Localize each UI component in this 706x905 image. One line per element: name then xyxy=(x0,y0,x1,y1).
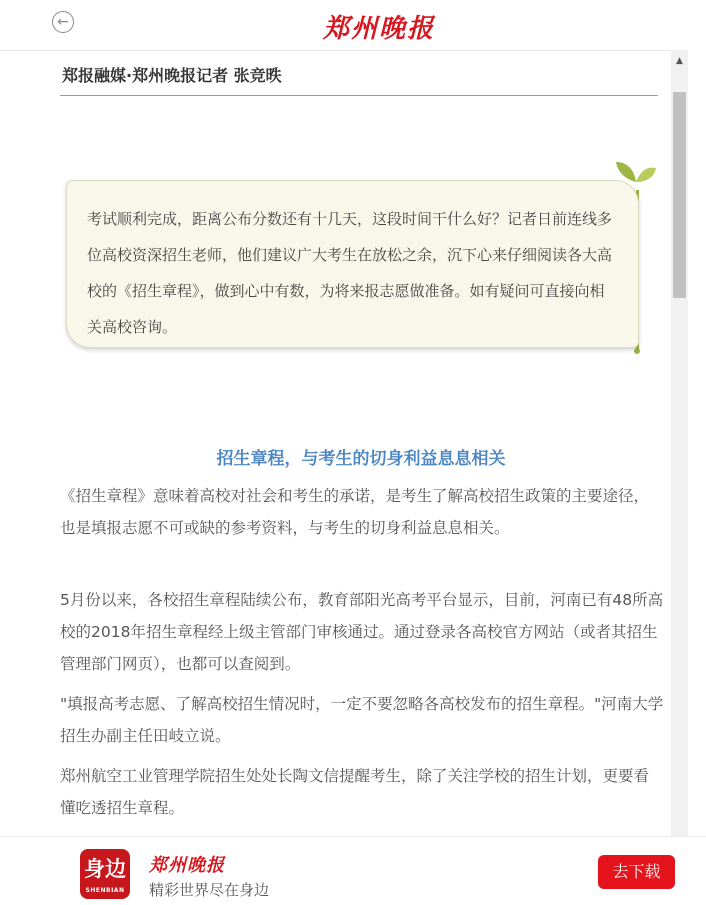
vine-end-dot xyxy=(634,348,640,354)
footer-newspaper-logo: 郑州晚报 xyxy=(149,855,225,876)
section-heading: 招生章程，与考生的切身利益息息相关 xyxy=(216,449,506,469)
shenbian-app-icon[interactable] xyxy=(80,849,130,899)
scroll-up-arrow-icon[interactable]: ▲ xyxy=(676,56,683,66)
app-slogan: 精彩世界尽在身边 xyxy=(149,881,270,899)
top-bar xyxy=(0,0,688,51)
article-summary-box xyxy=(66,180,639,348)
back-button[interactable] xyxy=(52,11,74,33)
article-paragraph: "填报高考志愿、了解高校招生情况时，一定不要忽略各高校发布的招生章程。"河南大学招生办副主任田岐立说。 xyxy=(60,695,664,745)
app-download-banner xyxy=(0,836,706,905)
article-paragraph: 5月份以来，各校招生章程陆续公布，教育部阳光高考平台显示，目前，河南已有48所高校的2018年招生章程经上级主管部门审核通过。通过登录各高校官方网站（或者其招生管理部门网页），也都可以查阅到。 xyxy=(60,591,664,673)
article-byline: 郑报融媒·郑州晚报记者 张竞昳 xyxy=(62,66,282,85)
page-scrollbar[interactable] xyxy=(671,50,688,836)
app-icon-sublabel: SHENBIAN xyxy=(85,887,125,894)
article-paragraph: 郑州航空工业管理学院招生处处长陶文信提醒考生，除了关注学校的招生计划，更要看懂吃透招生章程。 xyxy=(60,767,650,817)
app-icon-label: 身边 xyxy=(84,857,126,881)
download-button[interactable]: 去下载 xyxy=(598,855,675,889)
scrollbar-thumb[interactable] xyxy=(673,92,686,298)
circle-arrow-left-icon: ← xyxy=(57,14,69,30)
byline-divider xyxy=(60,95,658,96)
article-paragraph: 《招生章程》意味着高校对社会和考生的承诺，是考生了解高校招生政策的主要途径，也是填报志愿不可或缺的参考资料，与考生的切身利益息息相关。 xyxy=(60,487,650,537)
newspaper-logo: 郑州晚报 xyxy=(323,14,436,44)
article-summary: 考试顺利完成，距离公布分数还有十几天，这段时间干什么好？记者日前连线多位高校资深招生老师，他们建议广大考生在放松之余，沉下心来仔细阅读各大高校的《招生章程》，做到心中有数，为将来报志愿做准备。如有疑问可直接向相关高校咨询。 xyxy=(87,210,613,336)
